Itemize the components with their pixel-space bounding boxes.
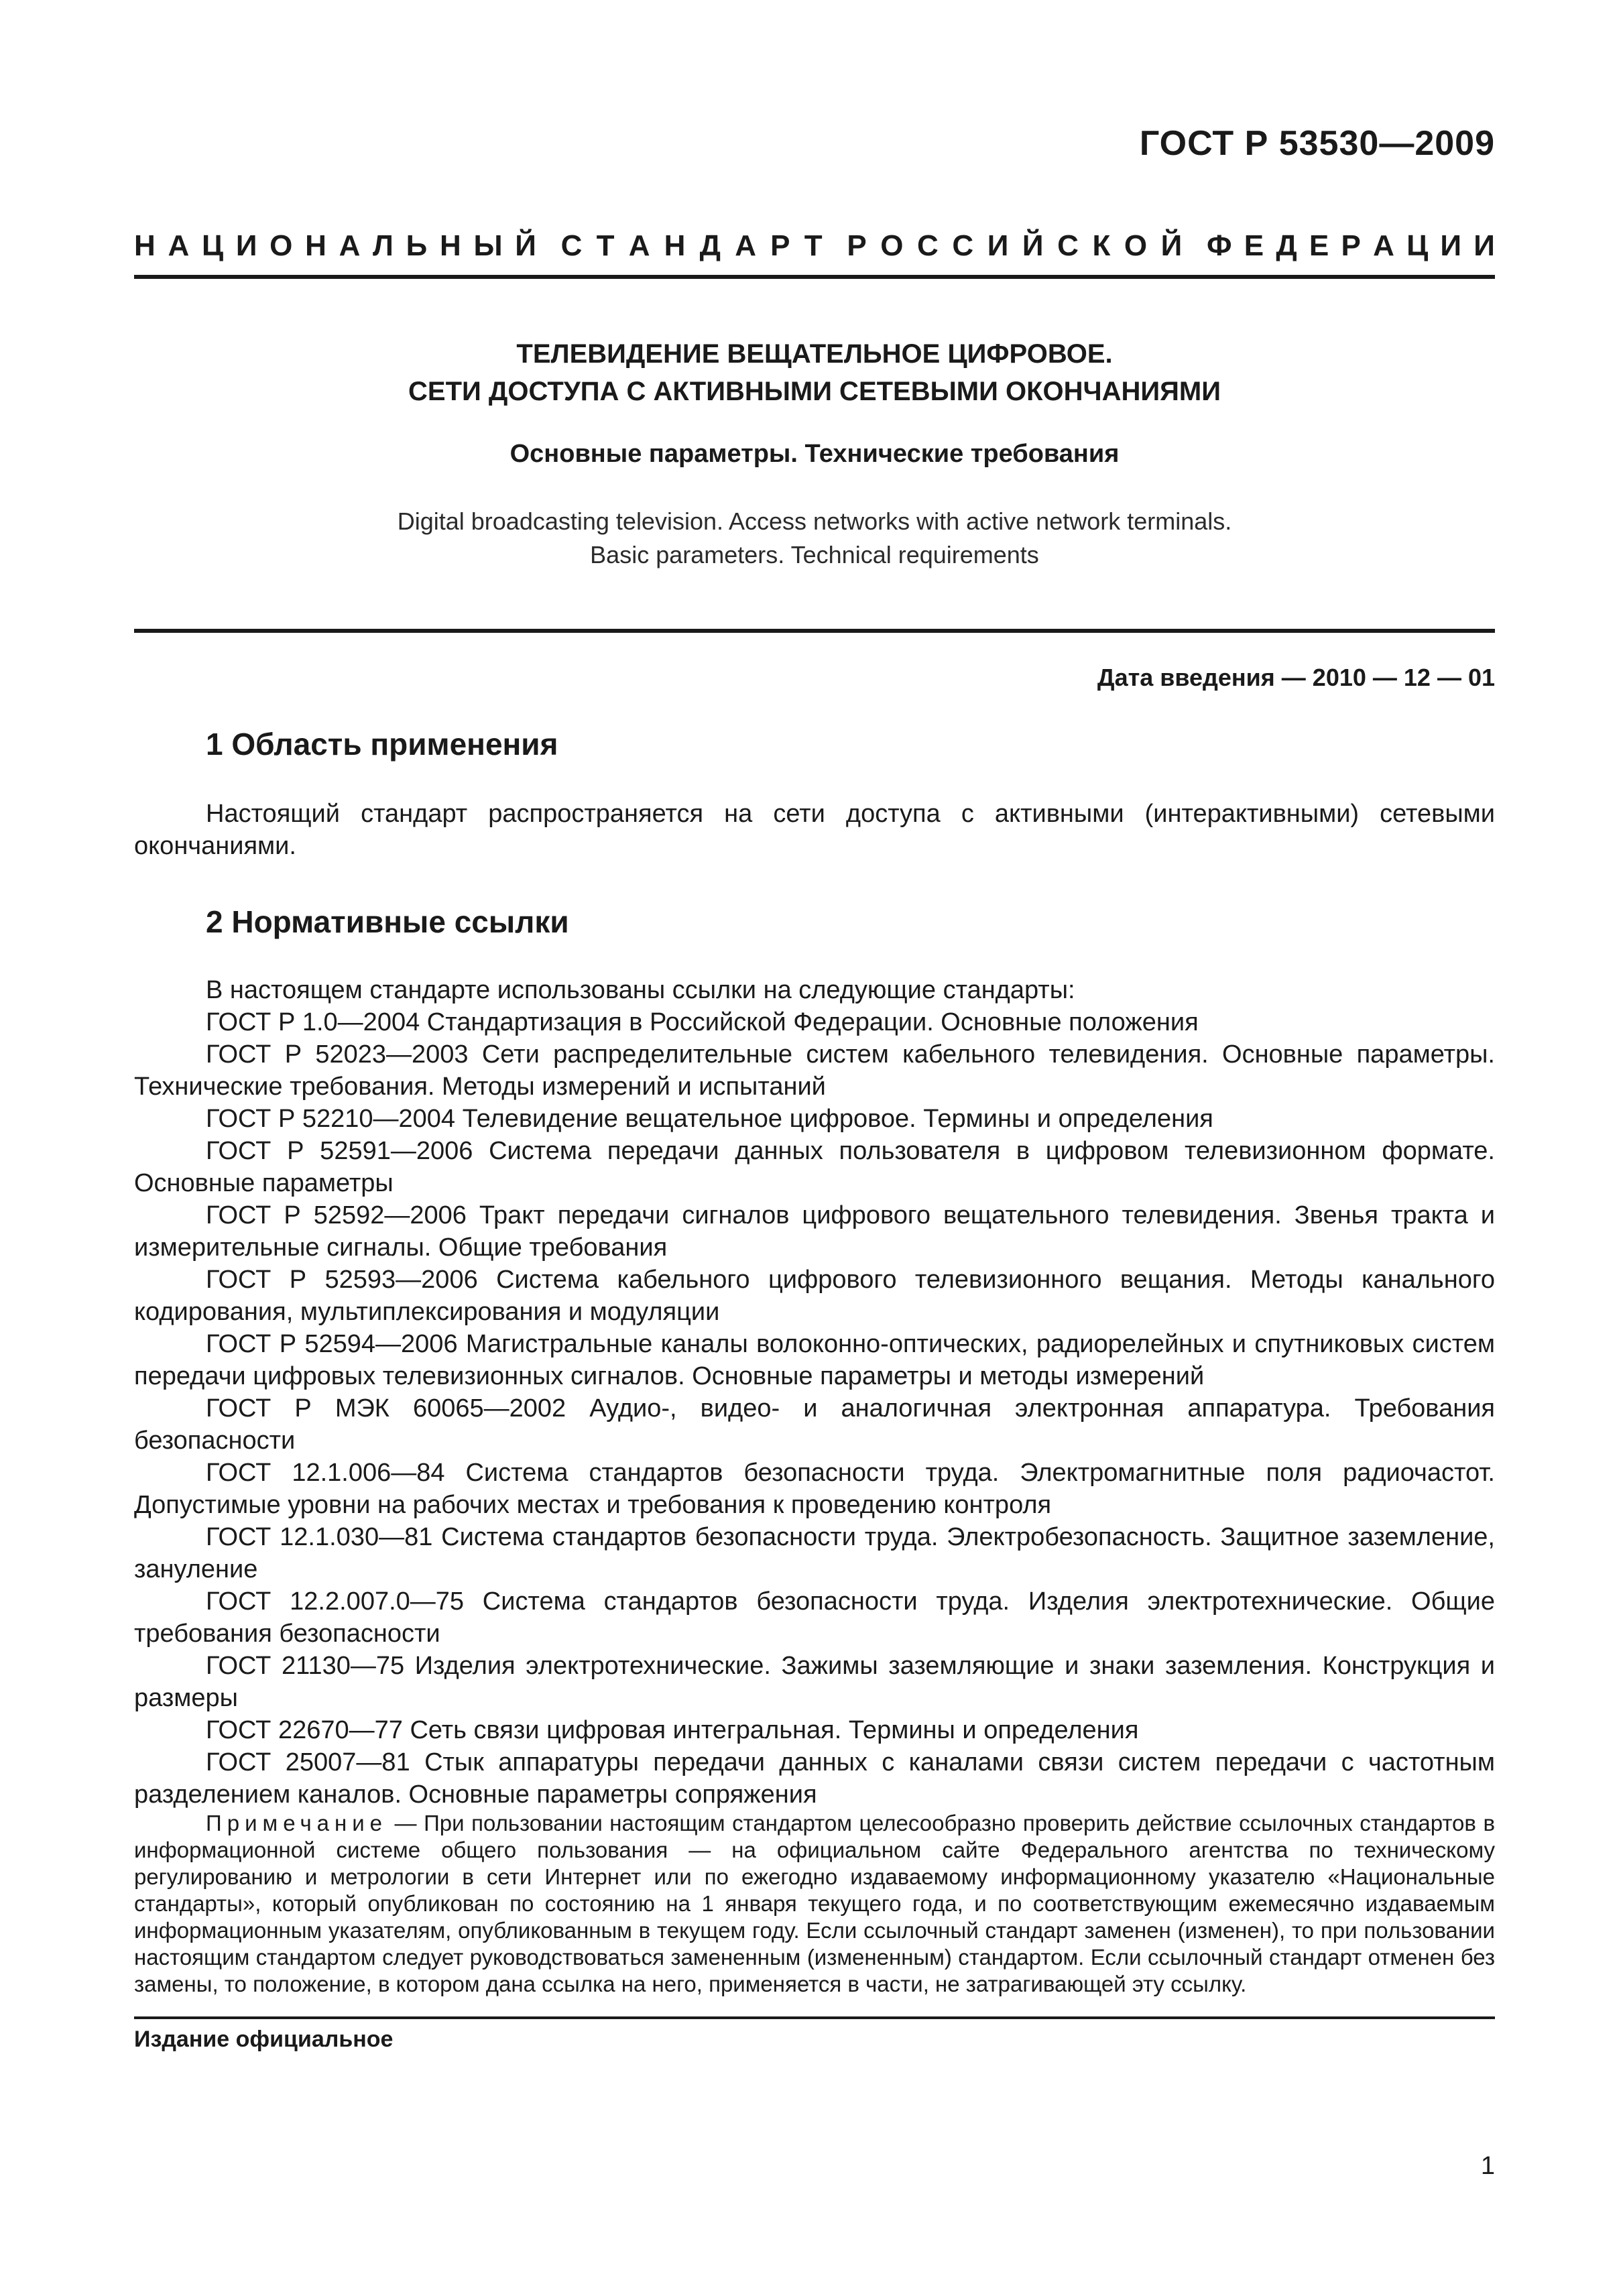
- heading-letter: Ы: [473, 229, 503, 262]
- heading-letter: С: [952, 229, 974, 262]
- heading-letter: Й: [1022, 229, 1044, 262]
- heading-letter: Ь: [406, 229, 428, 262]
- heading-letter: О: [269, 229, 293, 262]
- reference-item: ГОСТ Р 52210—2004 Телевидение вещательное цифровое. Термины и определения: [206, 1105, 1213, 1133]
- national-word: [1207, 229, 1495, 263]
- heading-letter: Й: [515, 229, 536, 262]
- national-word: [561, 229, 823, 263]
- heading-letter: И: [1474, 229, 1495, 262]
- heading-letter: И: [987, 229, 1009, 262]
- document-subtitle: Основные параметры. Технические требования: [509, 440, 1120, 468]
- english-title-line-1: Digital broadcasting television. Access networks with active network terminals.: [397, 507, 1232, 535]
- english-title-line-2: Basic parameters. Technical requirements: [590, 541, 1039, 568]
- heading-letter: С: [917, 229, 939, 262]
- reference-item: ГОСТ 12.1.030—81 Система стандартов безопасности труда. Электробезопасность. Защитное заземление, зануление: [134, 1523, 1495, 1583]
- heading-letter: А: [339, 229, 361, 262]
- heading-letter: А: [735, 229, 756, 262]
- title-line-1: ТЕЛЕВИДЕНИЕ ВЕЩАТЕЛЬНОЕ ЦИФРОВОЕ.: [516, 339, 1113, 369]
- reference-item: ГОСТ 21130—75 Изделия электротехнические. Зажимы заземляющие и знаки заземления. Конструкция и размеры: [134, 1652, 1495, 1712]
- header-rule: [134, 275, 1495, 279]
- national-word: [134, 229, 536, 263]
- section-2-body: [134, 974, 1495, 1811]
- note-label: Примечание: [206, 1811, 388, 1835]
- english-title: [134, 505, 1495, 572]
- heading-letter: С: [1057, 229, 1079, 262]
- heading-letter: Д: [699, 229, 721, 262]
- section-1-paragraph: Настоящий стандарт распространяется на сети доступа с активными (интерактивными) сетевыми окончаниями.: [134, 800, 1495, 860]
- heading-letter: Н: [439, 229, 461, 262]
- heading-letter: Ц: [201, 229, 224, 262]
- note-paragraph: [134, 1810, 1495, 1998]
- heading-letter: Н: [664, 229, 686, 262]
- national-word: [847, 229, 1182, 263]
- heading-letter: Л: [373, 229, 394, 262]
- reference-item: ГОСТ Р 52592—2006 Тракт передачи сигналов цифрового вещательного телевидения. Звенья тракта и измерительные сигналы. Общие требования: [134, 1201, 1495, 1262]
- title-line-2: СЕТИ ДОСТУПА С АКТИВНЫМИ СЕТЕВЫМИ ОКОНЧАНИЯМИ: [408, 377, 1221, 406]
- heading-letter: Е: [1244, 229, 1264, 262]
- heading-letter: Й: [1160, 229, 1183, 262]
- footer-rule: [134, 2016, 1495, 2019]
- reference-item: ГОСТ Р 52593—2006 Система кабельного цифрового телевизионного вещания. Методы канального кодирования, мультиплексирования и модуляции: [134, 1266, 1495, 1326]
- document-page: [134, 0, 1495, 2296]
- heading-letter: А: [1373, 229, 1394, 262]
- heading-letter: И: [1440, 229, 1462, 262]
- heading-letter: Т: [596, 229, 615, 262]
- section-2-intro: В настоящем стандарте использованы ссылки на следующие стандарты:: [206, 976, 1075, 1004]
- heading-letter: И: [235, 229, 257, 262]
- section-1-body: [134, 798, 1495, 862]
- heading-letter: А: [628, 229, 650, 262]
- national-standard-heading: [134, 229, 1495, 263]
- heading-letter: Е: [1309, 229, 1329, 262]
- section-1-title: 1 Область применения: [206, 727, 558, 762]
- reference-item: ГОСТ Р 1.0—2004 Стандартизация в Российской Федерации. Основные положения: [206, 1008, 1199, 1036]
- section-2-title: 2 Нормативные ссылки: [206, 904, 569, 939]
- heading-letter: О: [880, 229, 904, 262]
- gost-number: ГОСТ Р 53530—2009: [1139, 124, 1495, 163]
- title-rule: [134, 629, 1495, 633]
- heading-letter: Р: [1341, 229, 1361, 262]
- heading-letter: Н: [305, 229, 326, 262]
- heading-letter: Ц: [1406, 229, 1429, 262]
- heading-letter: Ф: [1206, 229, 1232, 262]
- heading-letter: А: [168, 229, 190, 262]
- heading-letter: С: [560, 229, 583, 262]
- reference-item: ГОСТ 12.2.007.0—75 Система стандартов безопасности труда. Изделия электротехнические. Общие требования безопасности: [134, 1587, 1495, 1648]
- heading-letter: Н: [134, 229, 156, 262]
- document-title: [134, 335, 1495, 410]
- heading-letter: О: [1124, 229, 1148, 262]
- reference-item: ГОСТ Р МЭК 60065—2002 Аудио-, видео- и аналогичная электронная аппаратура. Требования безопасности: [134, 1394, 1495, 1455]
- introduction-date: Дата введения — 2010 — 12 — 01: [1097, 664, 1495, 691]
- reference-item: ГОСТ Р 52594—2006 Магистральные каналы волоконно-оптических, радиорелейных и спутниковых систем передачи цифровых телевизионных сигналов. Основные параметры и методы измерений: [134, 1330, 1495, 1390]
- reference-item: ГОСТ 12.1.006—84 Система стандартов безопасности труда. Электромагнитные поля радиочастот. Допустимые уровни на рабочих местах и требования к проведению контроля: [134, 1459, 1495, 1519]
- reference-item: ГОСТ 25007—81 Стык аппаратуры передачи данных с каналами связи систем передачи с частотным разделением каналов. Основные параметры сопряжения: [134, 1748, 1495, 1809]
- heading-letter: К: [1092, 229, 1111, 262]
- reference-item: ГОСТ Р 52591—2006 Система передачи данных пользователя в цифровом телевизионном формате. Основные параметры: [134, 1137, 1495, 1197]
- page-number: 1: [1480, 2152, 1495, 2180]
- heading-letter: Д: [1276, 229, 1297, 262]
- note-text: — При пользовании настоящим стандартом целесообразно проверить действие ссылочных стандартов в информационной системе общего пользования — на официальном сайте Федерального агентства по техническому регулированию и метрологии в сети Интернет или по ежегодно издаваемому информационному указателю «Национальные стандарты», который опубликован по состоянию на 1 января текущего года, и по соответствующим ежемесячно издаваемым информационным указателям, опубликованным в текущем году. Если ссылочный стандарт заменен (изменен), то при пользовании настоящим стандартом следует руководствоваться замененным (измененным) стандартом. Если ссылочный стандарт отменен без замены, то положение, в котором дана ссылка на него, применяется в части, не затрагивающей эту ссылку.: [134, 1811, 1495, 1996]
- heading-letter: Р: [847, 229, 867, 262]
- official-edition-label: Издание официальное: [134, 2027, 394, 2052]
- heading-letter: Р: [770, 229, 790, 262]
- note-block: [134, 1810, 1495, 1998]
- reference-item: ГОСТ 22670—77 Сеть связи цифровая интегральная. Термины и определения: [206, 1716, 1139, 1744]
- heading-letter: Т: [804, 229, 823, 262]
- reference-item: ГОСТ Р 52023—2003 Сети распределительные систем кабельного телевидения. Основные параметры. Технические требования. Методы измерений и испытаний: [134, 1040, 1495, 1101]
